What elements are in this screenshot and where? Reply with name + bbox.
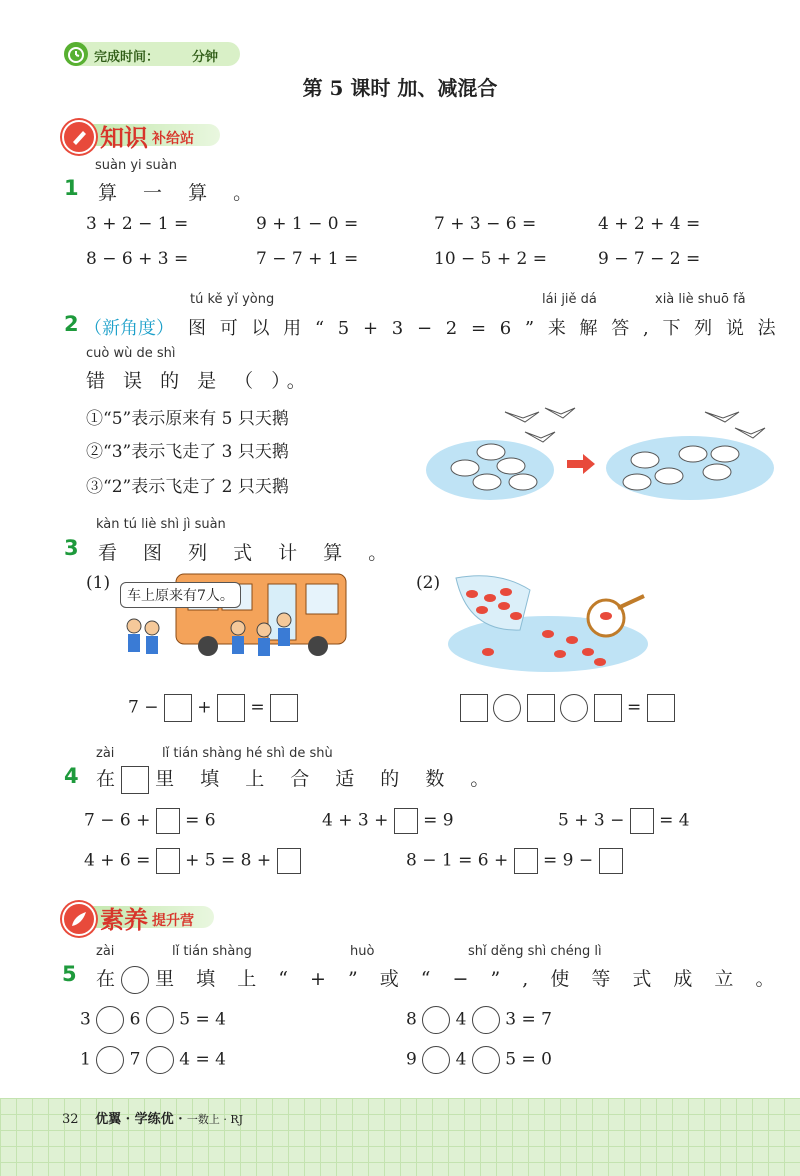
q5-number-c: 5 = 0 bbox=[505, 1049, 552, 1070]
answer-box[interactable] bbox=[394, 808, 418, 834]
answer-box[interactable] bbox=[270, 694, 298, 722]
q2-option: ③“2”表示飞走了 2 只天鹅 bbox=[86, 477, 289, 497]
q3-label-1: (1) bbox=[86, 573, 111, 593]
q1-expr: 7 − 7 + 1 = bbox=[256, 249, 359, 269]
q4-text-b: 里 填 上 合 适 的 数 。 bbox=[155, 768, 500, 790]
section-badge-icon bbox=[62, 120, 96, 154]
answer-box[interactable] bbox=[514, 848, 538, 874]
q1-expr: 3 + 2 − 1 = bbox=[86, 214, 189, 234]
q4-row1b bbox=[322, 808, 454, 834]
q4-expr: 4 + 3 + bbox=[322, 810, 389, 831]
operator-circle[interactable] bbox=[146, 1006, 174, 1034]
q4-pinyin: zài bbox=[96, 746, 115, 761]
q1-text: 算 一 算 。 bbox=[98, 182, 263, 204]
q1-expr: 8 − 6 + 3 = bbox=[86, 249, 189, 269]
operator-circle[interactable] bbox=[96, 1006, 124, 1034]
q5-pinyin: shǐ děng shì chéng lì bbox=[468, 944, 602, 959]
operator-circle[interactable] bbox=[146, 1046, 174, 1074]
q4-expr: = 9 bbox=[423, 810, 454, 831]
q1-number: 1 bbox=[64, 176, 79, 200]
fish-illustration bbox=[448, 570, 648, 672]
q5-row bbox=[406, 1046, 552, 1074]
q3-eq2 bbox=[460, 694, 675, 722]
q2-number: 2 bbox=[64, 312, 79, 336]
q2-option: ②“3”表示飞走了 3 只天鹅 bbox=[86, 442, 289, 462]
q5-number-b: 4 bbox=[455, 1049, 467, 1070]
q3-label-2: (2) bbox=[416, 573, 441, 593]
time-unit: 分钟 bbox=[192, 50, 219, 65]
q4-expr: 5 + 3 − bbox=[558, 810, 625, 831]
operator-circle[interactable] bbox=[96, 1046, 124, 1074]
q1-expr: 9 + 1 − 0 = bbox=[256, 214, 359, 234]
operator-circle[interactable] bbox=[472, 1046, 500, 1074]
q4-expr: 8 − 1 = 6 + bbox=[406, 850, 509, 871]
q2-pinyin: xià liè shuō fǎ bbox=[655, 292, 746, 307]
q1-pinyin: suàn yi suàn bbox=[95, 158, 178, 173]
q1-expr: 9 − 7 − 2 = bbox=[598, 249, 701, 269]
q4-expr: 4 + 6 = bbox=[84, 850, 151, 871]
operator-circle[interactable] bbox=[493, 694, 521, 722]
clock-icon bbox=[64, 42, 88, 66]
q5-number-c: 5 = 4 bbox=[179, 1009, 226, 1030]
page-number: 32 bbox=[62, 1112, 79, 1127]
q5-number-b: 4 bbox=[455, 1009, 467, 1030]
q5-number-a: 1 bbox=[80, 1049, 91, 1070]
answer-box[interactable] bbox=[164, 694, 192, 722]
answer-box[interactable] bbox=[277, 848, 301, 874]
q4-expr: 7 − 6 + bbox=[84, 810, 151, 831]
q3-pinyin: kàn tú liè shì jì suàn bbox=[96, 517, 226, 532]
answer-box[interactable] bbox=[217, 694, 245, 722]
answer-box[interactable] bbox=[594, 694, 622, 722]
q3-eq1-equals: = bbox=[250, 697, 265, 718]
page-title: 第 5 课时 加、减混合 bbox=[302, 76, 498, 100]
operator-circle[interactable] bbox=[472, 1006, 500, 1034]
q4-expr: + 5 = 8 + bbox=[185, 850, 272, 871]
example-circle bbox=[121, 966, 149, 994]
q5-number-a: 9 bbox=[406, 1049, 417, 1070]
q2-pinyin: tú kě yǐ yòng bbox=[190, 292, 275, 307]
q5-number: 5 bbox=[62, 962, 77, 986]
q4-row1a bbox=[84, 808, 216, 834]
q5-row bbox=[406, 1006, 552, 1034]
speech-bubble: 车上原来有7人。 bbox=[120, 582, 241, 608]
book-title: 优翼 · 学练优 · bbox=[95, 1112, 183, 1127]
q4-expr: = 9 − bbox=[543, 850, 594, 871]
q5-number-b: 7 bbox=[129, 1049, 141, 1070]
q4-row2b bbox=[406, 848, 623, 874]
q4-number: 4 bbox=[64, 764, 79, 788]
answer-box[interactable] bbox=[156, 848, 180, 874]
example-box bbox=[121, 766, 149, 794]
q5-number-a: 8 bbox=[406, 1009, 417, 1030]
q1-expr: 4 + 2 + 4 = bbox=[598, 214, 701, 234]
operator-circle[interactable] bbox=[422, 1046, 450, 1074]
q2-text-line2: 错 误 的 是 （ ）。 bbox=[86, 370, 312, 392]
q1-expr: 10 − 5 + 2 = bbox=[434, 249, 548, 269]
q5-row bbox=[80, 1046, 226, 1074]
q2-tag: （新角度） bbox=[84, 318, 174, 339]
answer-box[interactable] bbox=[156, 808, 180, 834]
q4-pinyin: lǐ tián shàng hé shì de shù bbox=[162, 746, 333, 761]
q5-pinyin: lǐ tián shàng bbox=[172, 944, 252, 959]
q5-pinyin: zài bbox=[96, 944, 115, 959]
q2-option: ①“5”表示原来有 5 只天鹅 bbox=[86, 409, 289, 429]
q4-expr: = 6 bbox=[185, 810, 216, 831]
q5-pinyin: huò bbox=[350, 944, 375, 959]
section1-title: 知识 bbox=[100, 124, 148, 152]
q5-number-a: 3 bbox=[80, 1009, 91, 1030]
q3-eq1-start: 7 − bbox=[128, 697, 159, 718]
q2-pinyin: lái jiě dá bbox=[542, 292, 597, 307]
q4-text bbox=[96, 764, 499, 794]
q5-text-a: 在 bbox=[96, 968, 116, 990]
q3-text: 看 图 列 式 计 算 。 bbox=[98, 542, 398, 564]
q5-number-c: 3 = 7 bbox=[505, 1009, 552, 1030]
q1-expr: 7 + 3 − 6 = bbox=[434, 214, 537, 234]
operator-circle[interactable] bbox=[422, 1006, 450, 1034]
footer bbox=[62, 1108, 243, 1127]
section2-title: 素养 bbox=[100, 906, 148, 934]
section1-subtitle: 补给站 bbox=[152, 131, 194, 147]
q2-pinyin: cuò wù de shì bbox=[86, 346, 176, 361]
answer-box[interactable] bbox=[599, 848, 623, 874]
q3-eq1-plus: + bbox=[197, 697, 212, 718]
q5-row bbox=[80, 1006, 226, 1034]
swan-illustration bbox=[425, 398, 785, 508]
q4-text-a: 在 bbox=[96, 768, 116, 790]
q4-row1c bbox=[558, 808, 690, 834]
section2-subtitle: 提升营 bbox=[152, 913, 194, 929]
answer-box[interactable] bbox=[527, 694, 555, 722]
answer-box[interactable] bbox=[630, 808, 654, 834]
q5-text bbox=[96, 964, 782, 994]
q3-number: 3 bbox=[64, 536, 79, 560]
q4-expr: = 4 bbox=[659, 810, 690, 831]
time-label: 完成时间： bbox=[94, 50, 160, 65]
rocket-icon bbox=[62, 902, 96, 936]
q5-number-b: 6 bbox=[129, 1009, 141, 1030]
q5-number-c: 4 = 4 bbox=[179, 1049, 226, 1070]
q4-row2a bbox=[84, 848, 301, 874]
answer-box[interactable] bbox=[460, 694, 488, 722]
q2-text-line1: 图 可 以 用 “ 5 + 3 − 2 = 6 ” 来 解 答 , 下 列 说 法 bbox=[188, 318, 780, 339]
answer-box[interactable] bbox=[647, 694, 675, 722]
operator-circle[interactable] bbox=[560, 694, 588, 722]
book-subtitle: 一数上 · RJ bbox=[186, 1113, 244, 1126]
q3-eq2-equals: = bbox=[627, 697, 642, 718]
q3-eq1 bbox=[128, 694, 298, 722]
q5-text-b: 里 填 上 “ + ” 或 “ − ” , 使 等 式 成 立 。 bbox=[155, 968, 783, 990]
